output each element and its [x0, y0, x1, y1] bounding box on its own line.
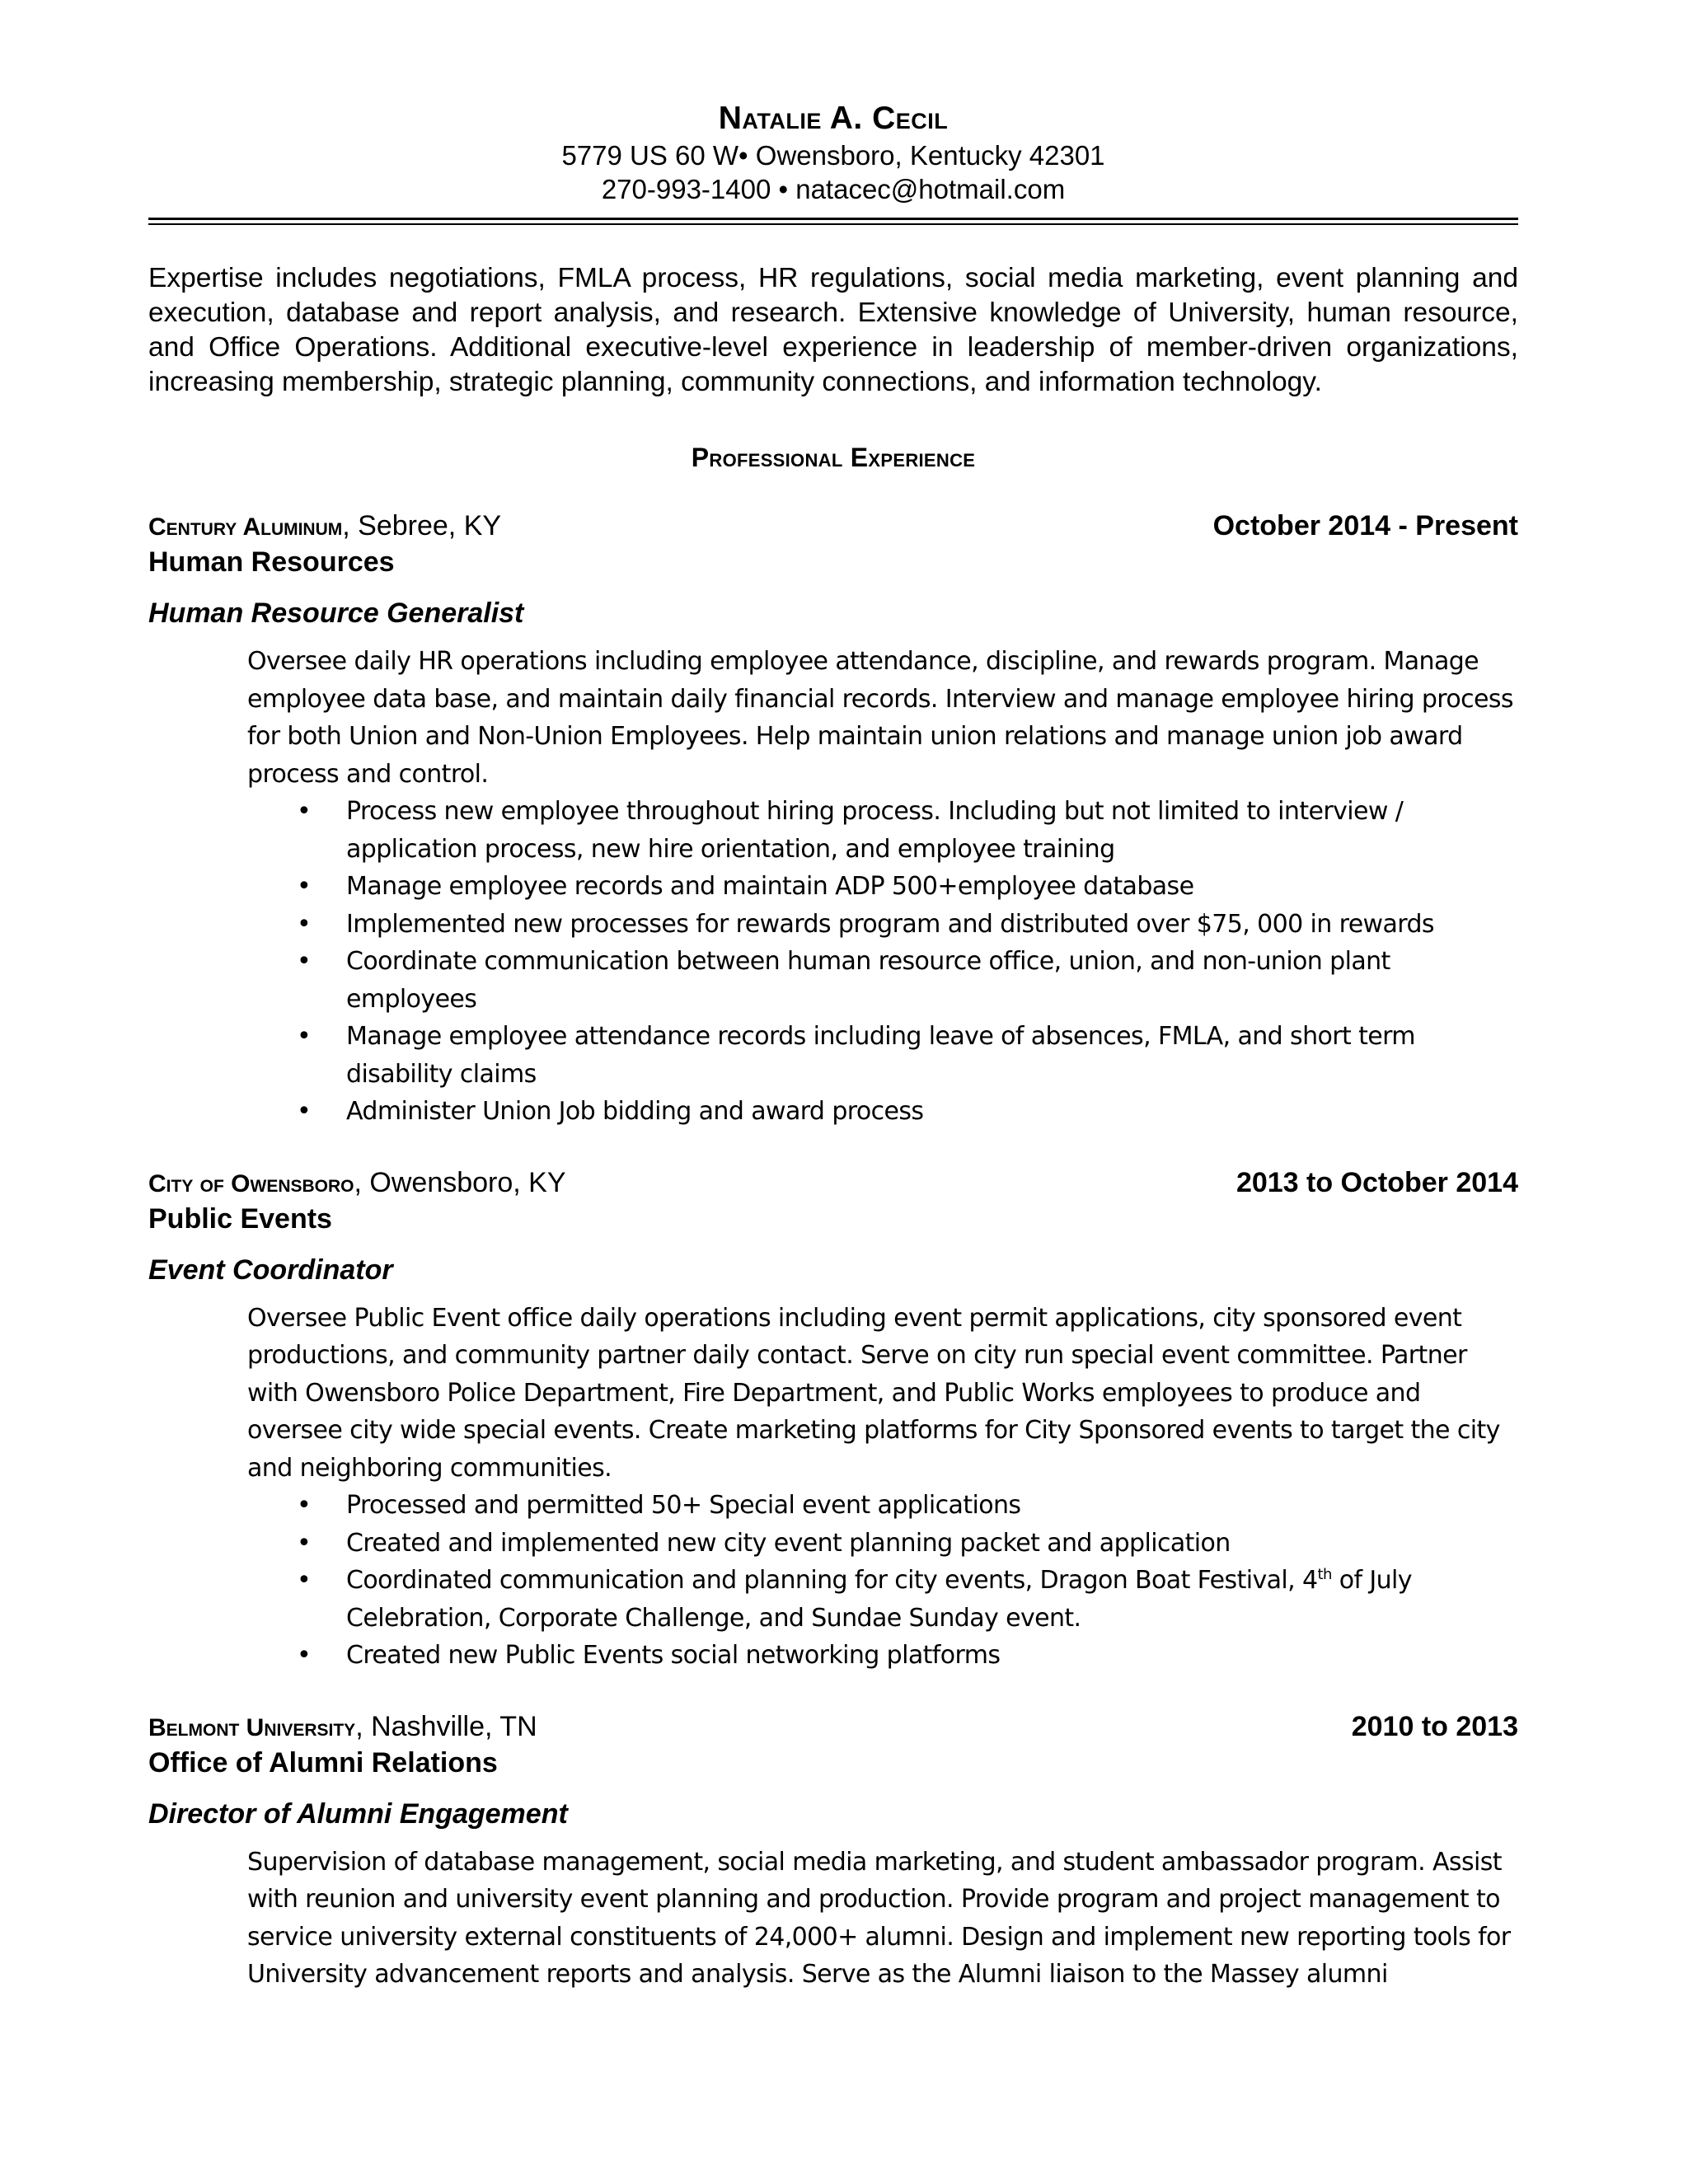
job-entry — [148, 1165, 1518, 1675]
phone-email-line: 270-993-1400 • natacec@hotmail.com — [601, 174, 1066, 204]
bullet-text: of July Celebration, Corporate Challenge, and Sundae Sunday event. — [346, 1566, 1412, 1633]
employer — [148, 1165, 566, 1202]
job-dates: 2013 to October 2014 — [1236, 1166, 1518, 1198]
job-description: Supervision of database management, social media marketing, and student ambassador program. Assist with reunion and university event planning and production. Provide program and project management to service university external constituents of 24,000+ alumni. Design and implement new reporting tools for University advancement reports and analysis. Serve as the Alumni liaison to the Massey alumni — [247, 1847, 1511, 1989]
company-name: City of Owensboro — [148, 1169, 354, 1197]
job-title: Human Resource Generalist — [148, 598, 524, 629]
department: Public Events — [148, 1202, 332, 1235]
job-entry — [148, 509, 1518, 1131]
list-item: • Created new Public Events social networking platforms — [247, 1637, 1518, 1675]
header-divider — [148, 218, 1518, 220]
employer — [148, 1709, 537, 1746]
address-line: 5779 US 60 W• Owensboro, Kentucky 42301 — [561, 140, 1105, 171]
job-description: Oversee daily HR operations including employee attendance, discipline, and rewards program. Manage employee data base, and maintain daily financial records. Interview and manage employee hiring process for both Union and Non-Union Employees. Help maintain union relations and manage union job award process and control. — [247, 647, 1513, 789]
job-title: Event Coordinator — [148, 1254, 393, 1286]
company-location: , Nashville, TN — [355, 1710, 537, 1742]
list-item: • Created and implemented new city event planning packet and application — [247, 1525, 1518, 1563]
department: Human Resources — [148, 546, 395, 578]
job-title: Director of Alumni Engagement — [148, 1797, 568, 1830]
job-header-line — [148, 1709, 1518, 1746]
summary-paragraph: Expertise includes negotiations, FMLA process, HR regulations, social media marketing, event planning and execution, database and report analysis, and research. Extensive knowledge of University, human resource, and Office Operations. Additional executive-level experience in leadership of member-driven organizations, increasing membership, strategic planning, community connections, and information technology. — [148, 263, 1518, 397]
list-item: • Manage employee records and maintain ADP 500+employee database — [247, 868, 1518, 906]
job-entry — [148, 1709, 1518, 1994]
job-dates: October 2014 - Present — [1212, 510, 1518, 541]
header-divider-thin — [148, 223, 1518, 225]
company-name: Century Aluminum — [148, 513, 343, 541]
resume-header — [148, 99, 1518, 225]
job-header-line — [148, 1165, 1518, 1202]
resume-page — [148, 99, 1518, 1994]
list-item: • Implemented new processes for rewards program and distributed over $75, 000 in rewards — [247, 906, 1518, 944]
job-dates: 2010 to 2013 — [1351, 1710, 1518, 1742]
ordinal-suffix: th — [1317, 1566, 1332, 1583]
job-header-line — [148, 509, 1518, 545]
section-heading: Professional Experience — [691, 443, 976, 472]
employer — [148, 509, 501, 545]
candidate-name: Natalie A. Cecil — [718, 101, 949, 136]
bullet-text: Coordinated communication and planning for city events, Dragon Boat Festival, 4 — [346, 1566, 1318, 1595]
list-item: • Process new employee throughout hiring process. Including but not limited to interview / application process, new hire orientation, and employee training — [247, 793, 1518, 868]
list-item: • Manage employee attendance records including leave of absences, FMLA, and short term disability claims — [247, 1018, 1518, 1093]
company-location: , Owensboro, KY — [354, 1166, 566, 1198]
list-item: • Processed and permitted 50+ Special event applications — [247, 1487, 1518, 1525]
list-item: • Coordinate communication between human resource office, union, and non-union plant employees — [247, 943, 1518, 1018]
company-location: , Sebree, KY — [342, 510, 502, 541]
list-item — [247, 1562, 1518, 1637]
job-bullets — [247, 793, 1518, 1131]
job-description: Oversee Public Event office daily operations including event permit applications, city sponsored event productions, and community partner daily contact. Serve on city run special event committee. Partner with Owensboro Police Department, Fire Department, and Public Works employees to produce and oversee city wide special events. Create marketing platforms for City Sponsored events to target the city and neighboring communities. — [247, 1303, 1500, 1483]
list-item: • Administer Union Job bidding and award process — [247, 1093, 1518, 1131]
company-name: Belmont University — [148, 1713, 356, 1741]
department: Office of Alumni Relations — [148, 1746, 498, 1779]
job-bullets — [247, 1487, 1518, 1675]
